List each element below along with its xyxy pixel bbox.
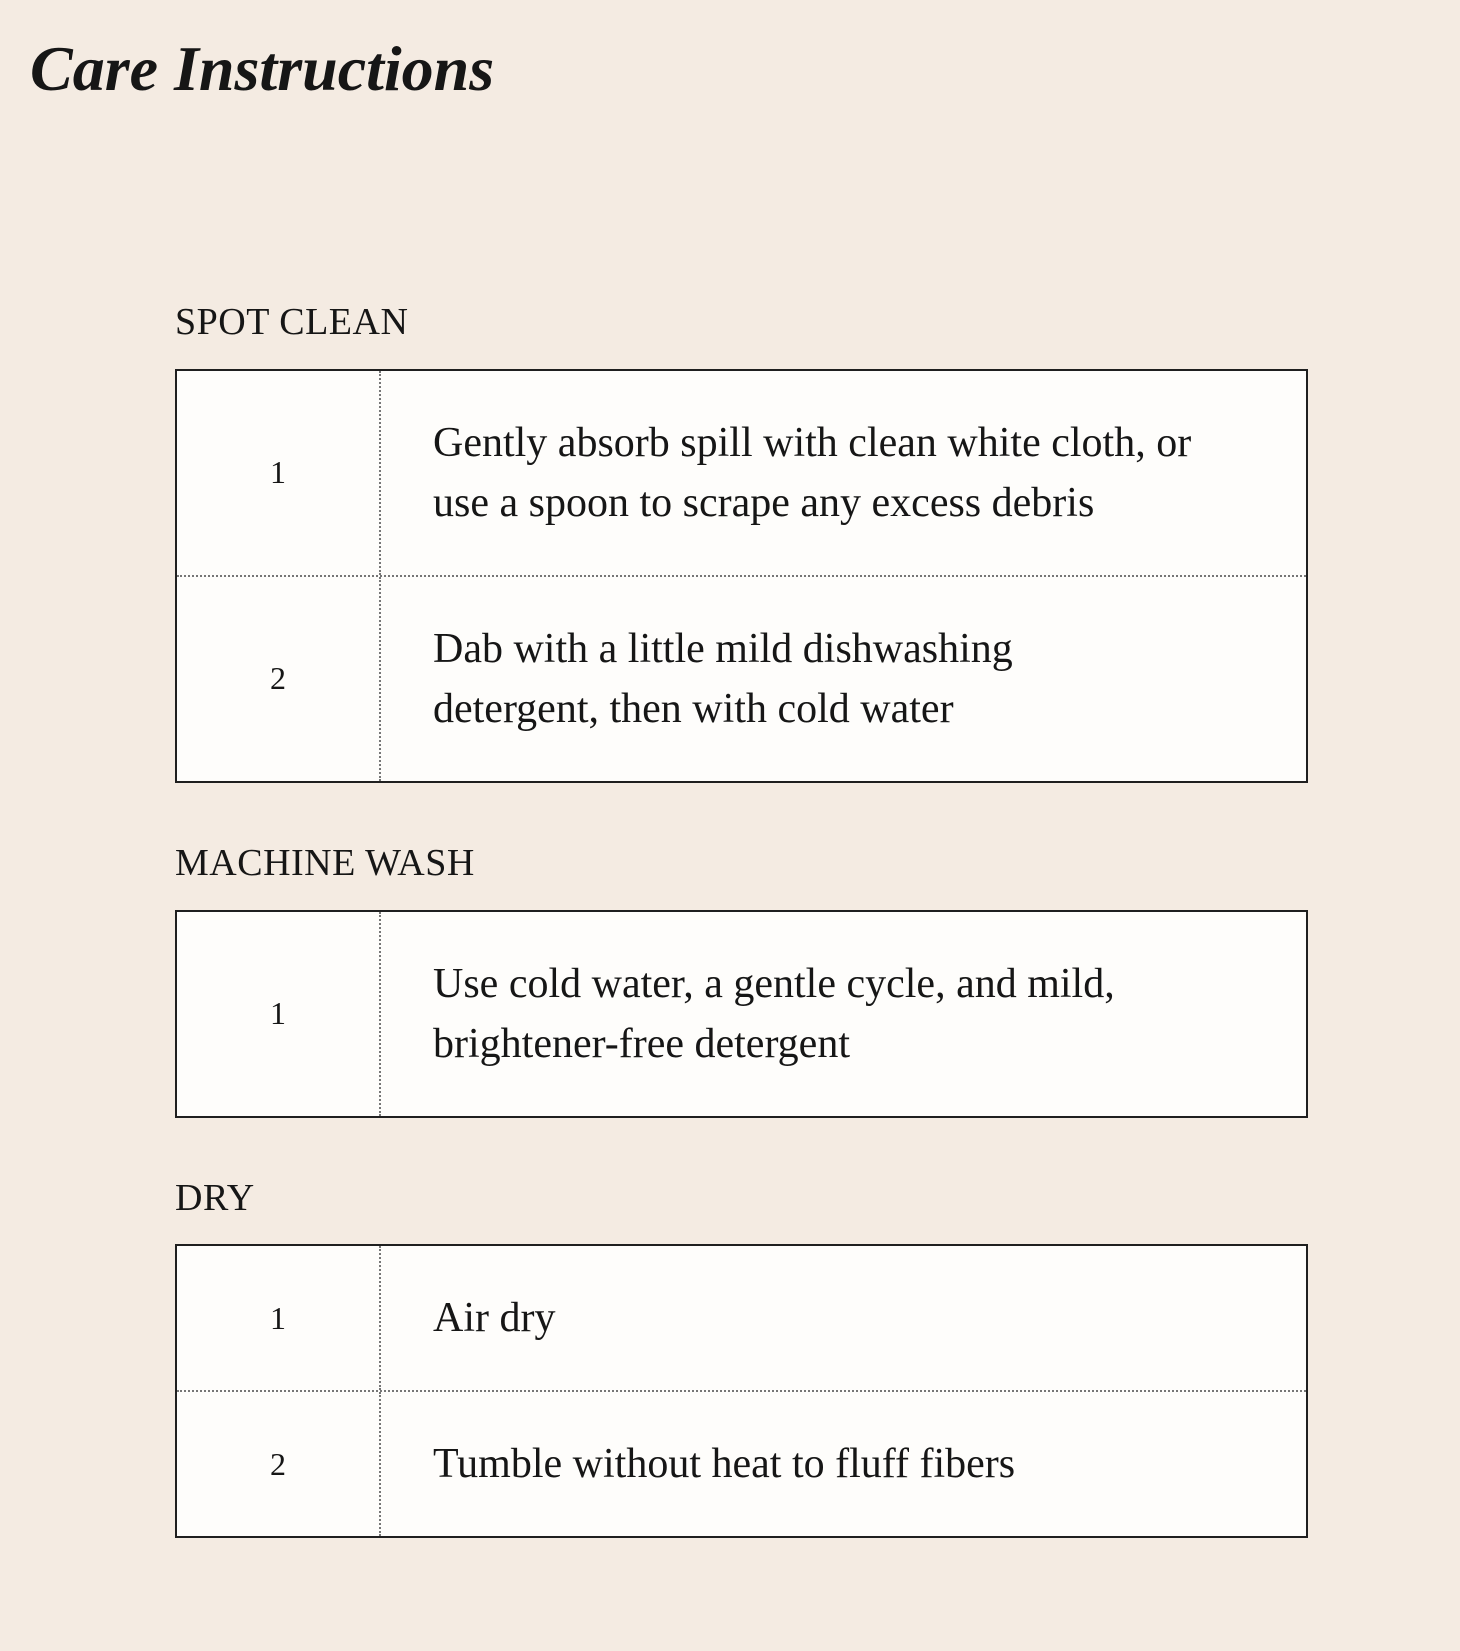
sections-container (175, 300, 1308, 1538)
care-section (175, 1176, 1308, 1539)
step-row (177, 912, 1306, 1116)
care-section (175, 841, 1308, 1118)
step-text-line: Use cold water, a gentle cycle, and mild, (433, 960, 1115, 1007)
steps-table (175, 1244, 1308, 1538)
step-row (177, 575, 1306, 781)
step-text-line: Gently absorb spill with clean white cloth, or (433, 419, 1192, 466)
steps-table (175, 910, 1308, 1118)
step-number: 1 (177, 371, 381, 575)
step-text (381, 1392, 1306, 1536)
step-text (381, 577, 1306, 781)
step-text-line: Dab with a little mild dishwashing (433, 625, 1013, 672)
steps-table (175, 369, 1308, 783)
step-number: 1 (177, 912, 381, 1116)
section-label: SPOT CLEAN (175, 301, 409, 344)
section-label: DRY (175, 1176, 255, 1219)
care-instructions-page (0, 34, 1460, 1538)
step-text-line: Air dry (433, 1295, 556, 1342)
step-number: 2 (177, 577, 381, 781)
step-number: 2 (177, 1392, 381, 1536)
step-row (177, 1390, 1306, 1536)
care-section (175, 300, 1308, 783)
step-text-line: brightener-free detergent (433, 1020, 850, 1067)
step-row (177, 1246, 1306, 1390)
step-text (381, 1246, 1306, 1390)
step-text-line: Tumble without heat to fluff fibers (433, 1441, 1016, 1488)
step-text (381, 371, 1306, 575)
step-text (381, 912, 1306, 1116)
step-text-line: detergent, then with cold water (433, 685, 954, 732)
step-number: 1 (177, 1246, 381, 1390)
step-row (177, 371, 1306, 575)
page-title: Care Instructions (30, 33, 495, 104)
step-text-line: use a spoon to scrape any excess debris (433, 479, 1095, 526)
section-label: MACHINE WASH (175, 841, 475, 884)
